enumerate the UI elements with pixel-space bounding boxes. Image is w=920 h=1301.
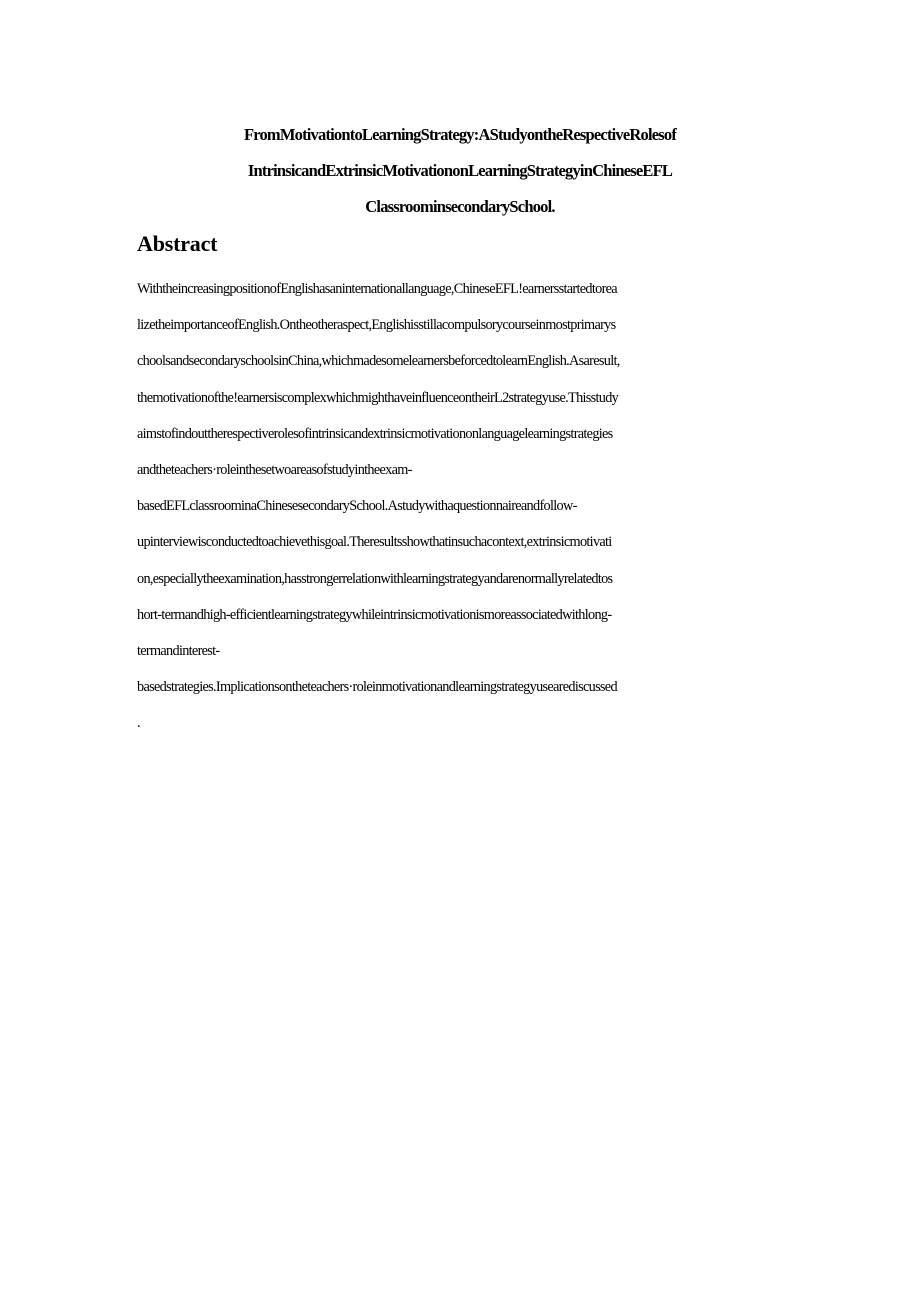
abstract-line-9: on,especiallytheexamination,hasstrongerrelationwithlearningstrategyandarenormallyrelatedtos xyxy=(137,570,613,587)
abstract-line-10: hort-termandhigh-efficientlearningstrategywhileintrinsicmotivationismoreassociatedwithlong- xyxy=(137,606,612,623)
abstract-line-1: WiththeincreasingpositionofEnglishasaninternationallanguage,ChineseEFL!earnersstartedtorea xyxy=(137,281,617,297)
abstract-line-4: themotivationofthe!earnersiscomplexwhichmighthaveinfluenceontheirL2strategyuse.Thisstudy xyxy=(137,389,619,406)
title-line-3: ClassroominsecondarySchool. xyxy=(365,197,555,216)
abstract-line-11: termandinterest- xyxy=(137,643,220,660)
title-line-1: FromMotivationtoLearningStrategy:AStudyontheRespectiveRolesof xyxy=(243,125,677,144)
abstract-line-3: choolsandsecondaryschoolsinChina,whichmadesomelearnersbeforcedtolearnEnglish.Asaresult, xyxy=(137,353,620,370)
title-line-2: IntrinsicandExtrinsicMotivationonLearningStrategyinChineseEFL xyxy=(247,161,673,180)
abstract-body xyxy=(137,271,787,742)
abstract-line-13: . xyxy=(137,715,140,732)
abstract-line-12: basedstrategies.Implicationsontheteachers·roleinmotivationandlearningstrategyusearediscussed xyxy=(137,679,617,696)
abstract-heading: Abstract xyxy=(137,231,218,256)
abstract-line-6: andtheteachers·roleinthesetwoareasofstudyintheexam- xyxy=(137,462,412,479)
abstract-line-8: upinterviewisconductedtoachievethisgoal.Theresultsshowthatinsuchacontext,extrinsicmotivati xyxy=(137,534,612,551)
abstract-line-2: lizetheimportanceofEnglish.Ontheotheraspect,Englishisstillacompulsorycourseinmostprimarys xyxy=(137,317,616,334)
paper-title xyxy=(120,117,800,225)
abstract-line-7: basedEFLclassroominaChinesesecondarySchool.Astudywithaquestionnaireandfollow- xyxy=(137,498,577,515)
abstract-line-5: aimstofindouttherespectiverolesofintrinsicandextrinsicmotivationonlanguagelearningstrategies xyxy=(137,425,613,442)
